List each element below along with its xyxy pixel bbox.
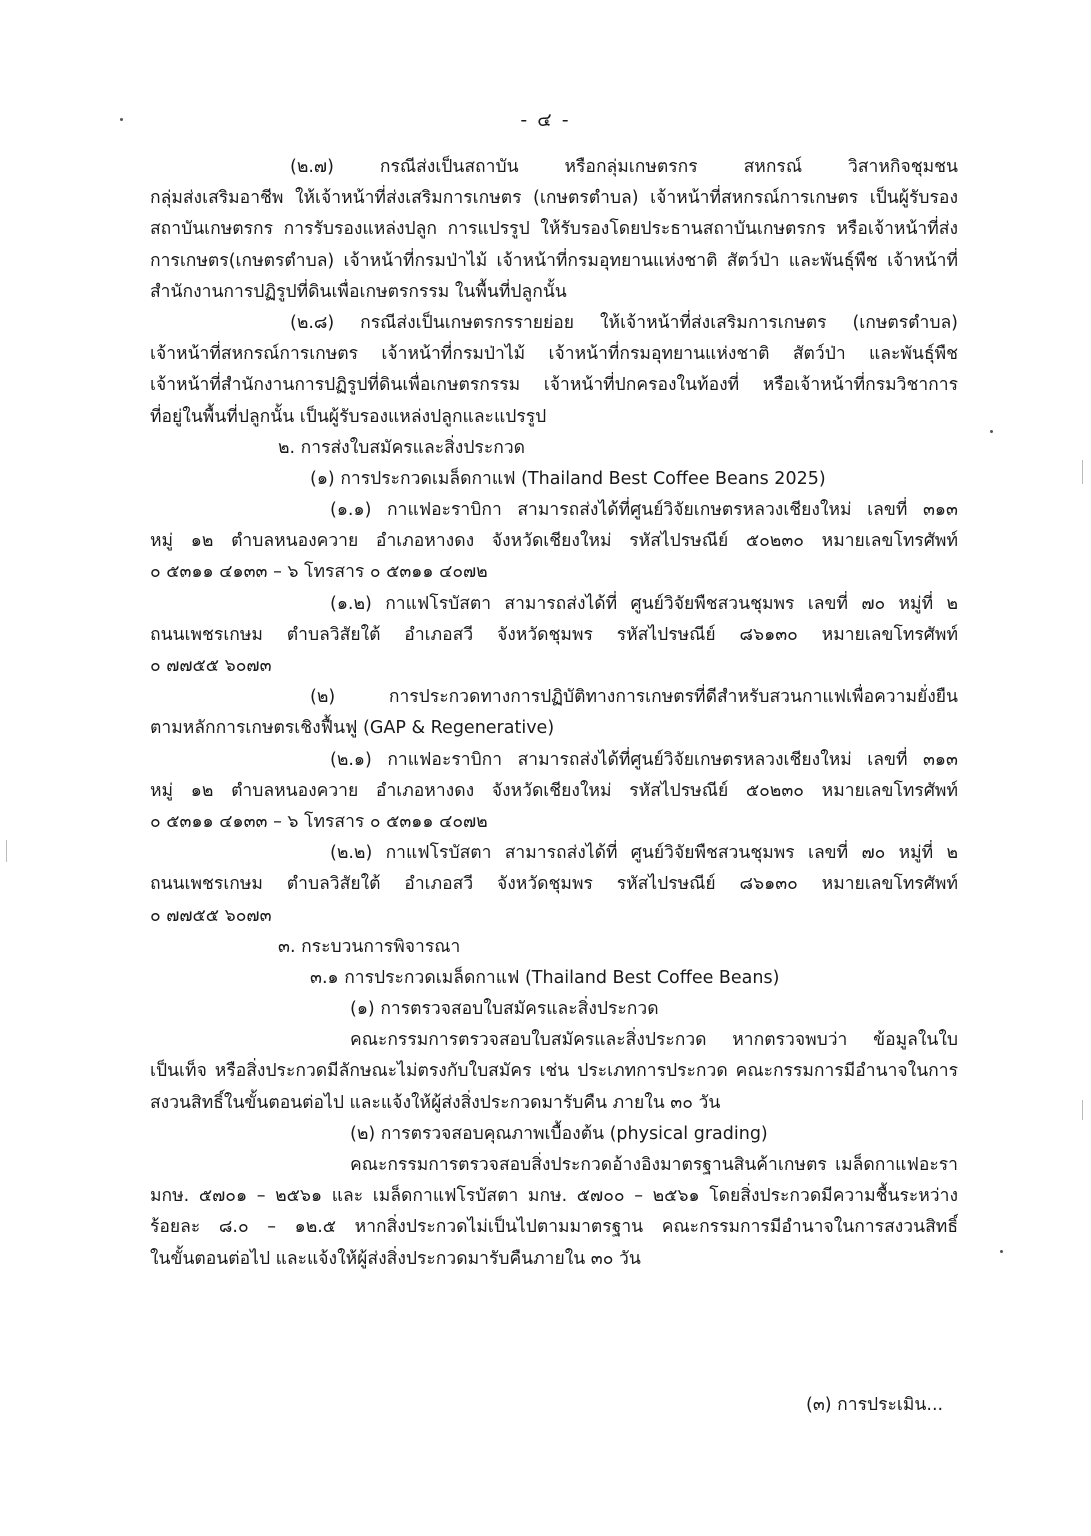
text-line: ที่อยู่ในพื้นที่ปลูกนั้น เป็นผู้รับรองแหล่งปลูกและแปรรูป — [150, 406, 547, 427]
text-line: มกษ. ๕๗๐๑ – ๒๕๖๑ และ เมล็ดกาแฟโรบัสตา มกษ. ๕๗๐๐ – ๒๕๖๑ โดยสิ่งประกวดมีความชื้นระหว่าง — [150, 1186, 958, 1207]
scan-speck — [990, 430, 993, 433]
text-line: เจ้าหน้าที่สหกรณ์การเกษตร เจ้าหน้าที่กรมป่าไม้ เจ้าหน้าที่กรมอุทยานแห่งชาติ สัตว์ป่า และพันธุ์พืช — [150, 344, 958, 365]
text-line: (๑.๑) กาแฟอะราบิกา สามารถส่งได้ที่ศูนย์วิจัยเกษตรหลวงเชียงใหม่ เลขที่ ๓๑๓ — [330, 500, 958, 521]
text-line: ๐ ๕๓๑๑ ๔๑๓๓ – ๖ โทรสาร ๐ ๕๓๑๑ ๔๐๗๒ — [150, 811, 488, 832]
text-line: สงวนสิทธิ์ในขั้นตอนต่อไป และแจ้งให้ผู้ส่งสิ่งประกวดมารับคืน ภายใน ๓๐ วัน — [150, 1092, 721, 1113]
text-line: ๒. การส่งใบสมัครและสิ่งประกวด — [278, 437, 526, 458]
text-line: เจ้าหน้าที่สำนักงานการปฏิรูปที่ดินเพื่อเกษตรกรรม เจ้าหน้าที่ปกครองในท้องที่ หรือเจ้าหน้าที่กรมวิชาการ — [150, 375, 958, 396]
text-line: (๑) การประกวดเมล็ดกาแฟ (Thailand Best Coffee Beans 2025) — [310, 468, 826, 489]
continuation-note: (๓) การประเมิน... — [806, 1395, 944, 1415]
text-line: ๐ ๗๗๕๕ ๖๐๗๓ — [150, 656, 272, 676]
scan-edge-mark — [1082, 460, 1083, 484]
text-line: หมู่ ๑๒ ตำบลหนองควาย อำเภอหางดง จังหวัดเชียงใหม่ รหัสไปรษณีย์ ๕๐๒๓๐ หมายเลขโทรศัพท์ — [150, 531, 958, 552]
text-line: (๒) การตรวจสอบคุณภาพเบื้องต้น (physical grading) — [350, 1123, 768, 1144]
scan-edge-mark — [6, 840, 7, 862]
text-line: (๑) การตรวจสอบใบสมัครและสิ่งประกวด — [350, 999, 659, 1020]
text-line: คณะกรรมการตรวจสอบใบสมัครและสิ่งประกวด หากตรวจพบว่า ข้อมูลในใบ — [350, 1030, 958, 1051]
text-line: ตามหลักการเกษตรเชิงฟื้นฟู (GAP & Regenerative) — [150, 718, 555, 739]
text-line: การเกษตร(เกษตรตำบล) เจ้าหน้าที่กรมป่าไม้ เจ้าหน้าที่กรมอุทยานแห่งชาติ สัตว์ป่า และพันธุ์พืช เจ้าหน้าที่ — [150, 250, 958, 271]
text-line: (๒.๗) กรณีส่งเป็นสถาบัน หรือกลุ่มเกษตรกร สหกรณ์ วิสาหกิจชุมชน — [290, 157, 958, 177]
text-line: (๒.๘) กรณีส่งเป็นเกษตรกรรายย่อย ให้เจ้าหน้าที่ส่งเสริมการเกษตร (เกษตรตำบล) — [290, 312, 958, 333]
text-line: ๓. กระบวนการพิจารณา — [278, 936, 461, 957]
text-line: คณะกรรมการตรวจสอบสิ่งประกวดอ้างอิงมาตรฐานสินค้าเกษตร เมล็ดกาแฟอะรา — [350, 1155, 958, 1175]
text-line: (๒.๑) กาแฟอะราบิกา สามารถส่งได้ที่ศูนย์วิจัยเกษตรหลวงเชียงใหม่ เลขที่ ๓๑๓ — [330, 749, 958, 770]
text-line: สถาบันเกษตรกร การรับรองแหล่งปลูก การแปรรูป ให้รับรองโดยประธานสถาบันเกษตรกร หรือเจ้าหน้าที่ส่ง — [150, 219, 958, 240]
scan-speck — [1000, 1250, 1003, 1253]
text-line: ๓.๑ การประกวดเมล็ดกาแฟ (Thailand Best Coffee Beans) — [310, 967, 780, 988]
text-line: หมู่ ๑๒ ตำบลหนองควาย อำเภอหางดง จังหวัดเชียงใหม่ รหัสไปรษณีย์ ๕๐๒๓๐ หมายเลขโทรศัพท์ — [150, 780, 958, 801]
text-line: (๒.๒) กาแฟโรบัสตา สามารถส่งได้ที่ ศูนย์วิจัยพืชสวนชุมพร เลขที่ ๗๐ หมู่ที่ ๒ — [330, 843, 958, 864]
text-line: ถนนเพชรเกษม ตำบลวิสัยใต้ อำเภอสวี จังหวัดชุมพร รหัสไปรษณีย์ ๘๖๑๓๐ หมายเลขโทรศัพท์ — [150, 624, 958, 645]
text-line: สำนักงานการปฏิรูปที่ดินเพื่อเกษตรกรรม ในพื้นที่ปลูกนั้น — [150, 281, 567, 302]
text-line: เป็นเท็จ หรือสิ่งประกวดมีลักษณะไม่ตรงกับใบสมัคร เช่น ประเภทการประกวด คณะกรรมการมีอำนาจในการ — [150, 1061, 958, 1082]
text-line: ร้อยละ ๘.๐ – ๑๒.๕ หากสิ่งประกวดไม่เป็นไปตามมาตรฐาน คณะกรรมการมีอำนาจในการสงวนสิทธิ์ — [150, 1217, 958, 1238]
text-line: (๒) การประกวดทางการปฏิบัติทางการเกษตรที่ดีสำหรับสวนกาแฟเพื่อความยั่งยืน — [310, 687, 958, 708]
text-line: ถนนเพชรเกษม ตำบลวิสัยใต้ อำเภอสวี จังหวัดชุมพร รหัสไปรษณีย์ ๘๖๑๓๐ หมายเลขโทรศัพท์ — [150, 874, 958, 895]
scan-speck — [120, 118, 123, 121]
document-body — [150, 152, 958, 1275]
text-line: กลุ่มส่งเสริมอาชีพ ให้เจ้าหน้าที่ส่งเสริมการเกษตร (เกษตรตำบล) เจ้าหน้าที่สหกรณ์การเกษตร เป็นผู้รับรอง — [150, 188, 958, 209]
text-line: ในขั้นตอนต่อไป และแจ้งให้ผู้ส่งสิ่งประกวดมารับคืนภายใน ๓๐ วัน — [150, 1248, 641, 1269]
page-number: - ๔ - — [520, 109, 571, 131]
scan-edge-mark — [1082, 1100, 1083, 1120]
text-line: ๐ ๕๓๑๑ ๔๑๓๓ – ๖ โทรสาร ๐ ๕๓๑๑ ๔๐๗๒ — [150, 562, 488, 583]
text-line: (๑.๒) กาแฟโรบัสตา สามารถส่งได้ที่ ศูนย์วิจัยพืชสวนชุมพร เลขที่ ๗๐ หมู่ที่ ๒ — [330, 593, 958, 614]
text-line: ๐ ๗๗๕๕ ๖๐๗๓ — [150, 905, 272, 926]
